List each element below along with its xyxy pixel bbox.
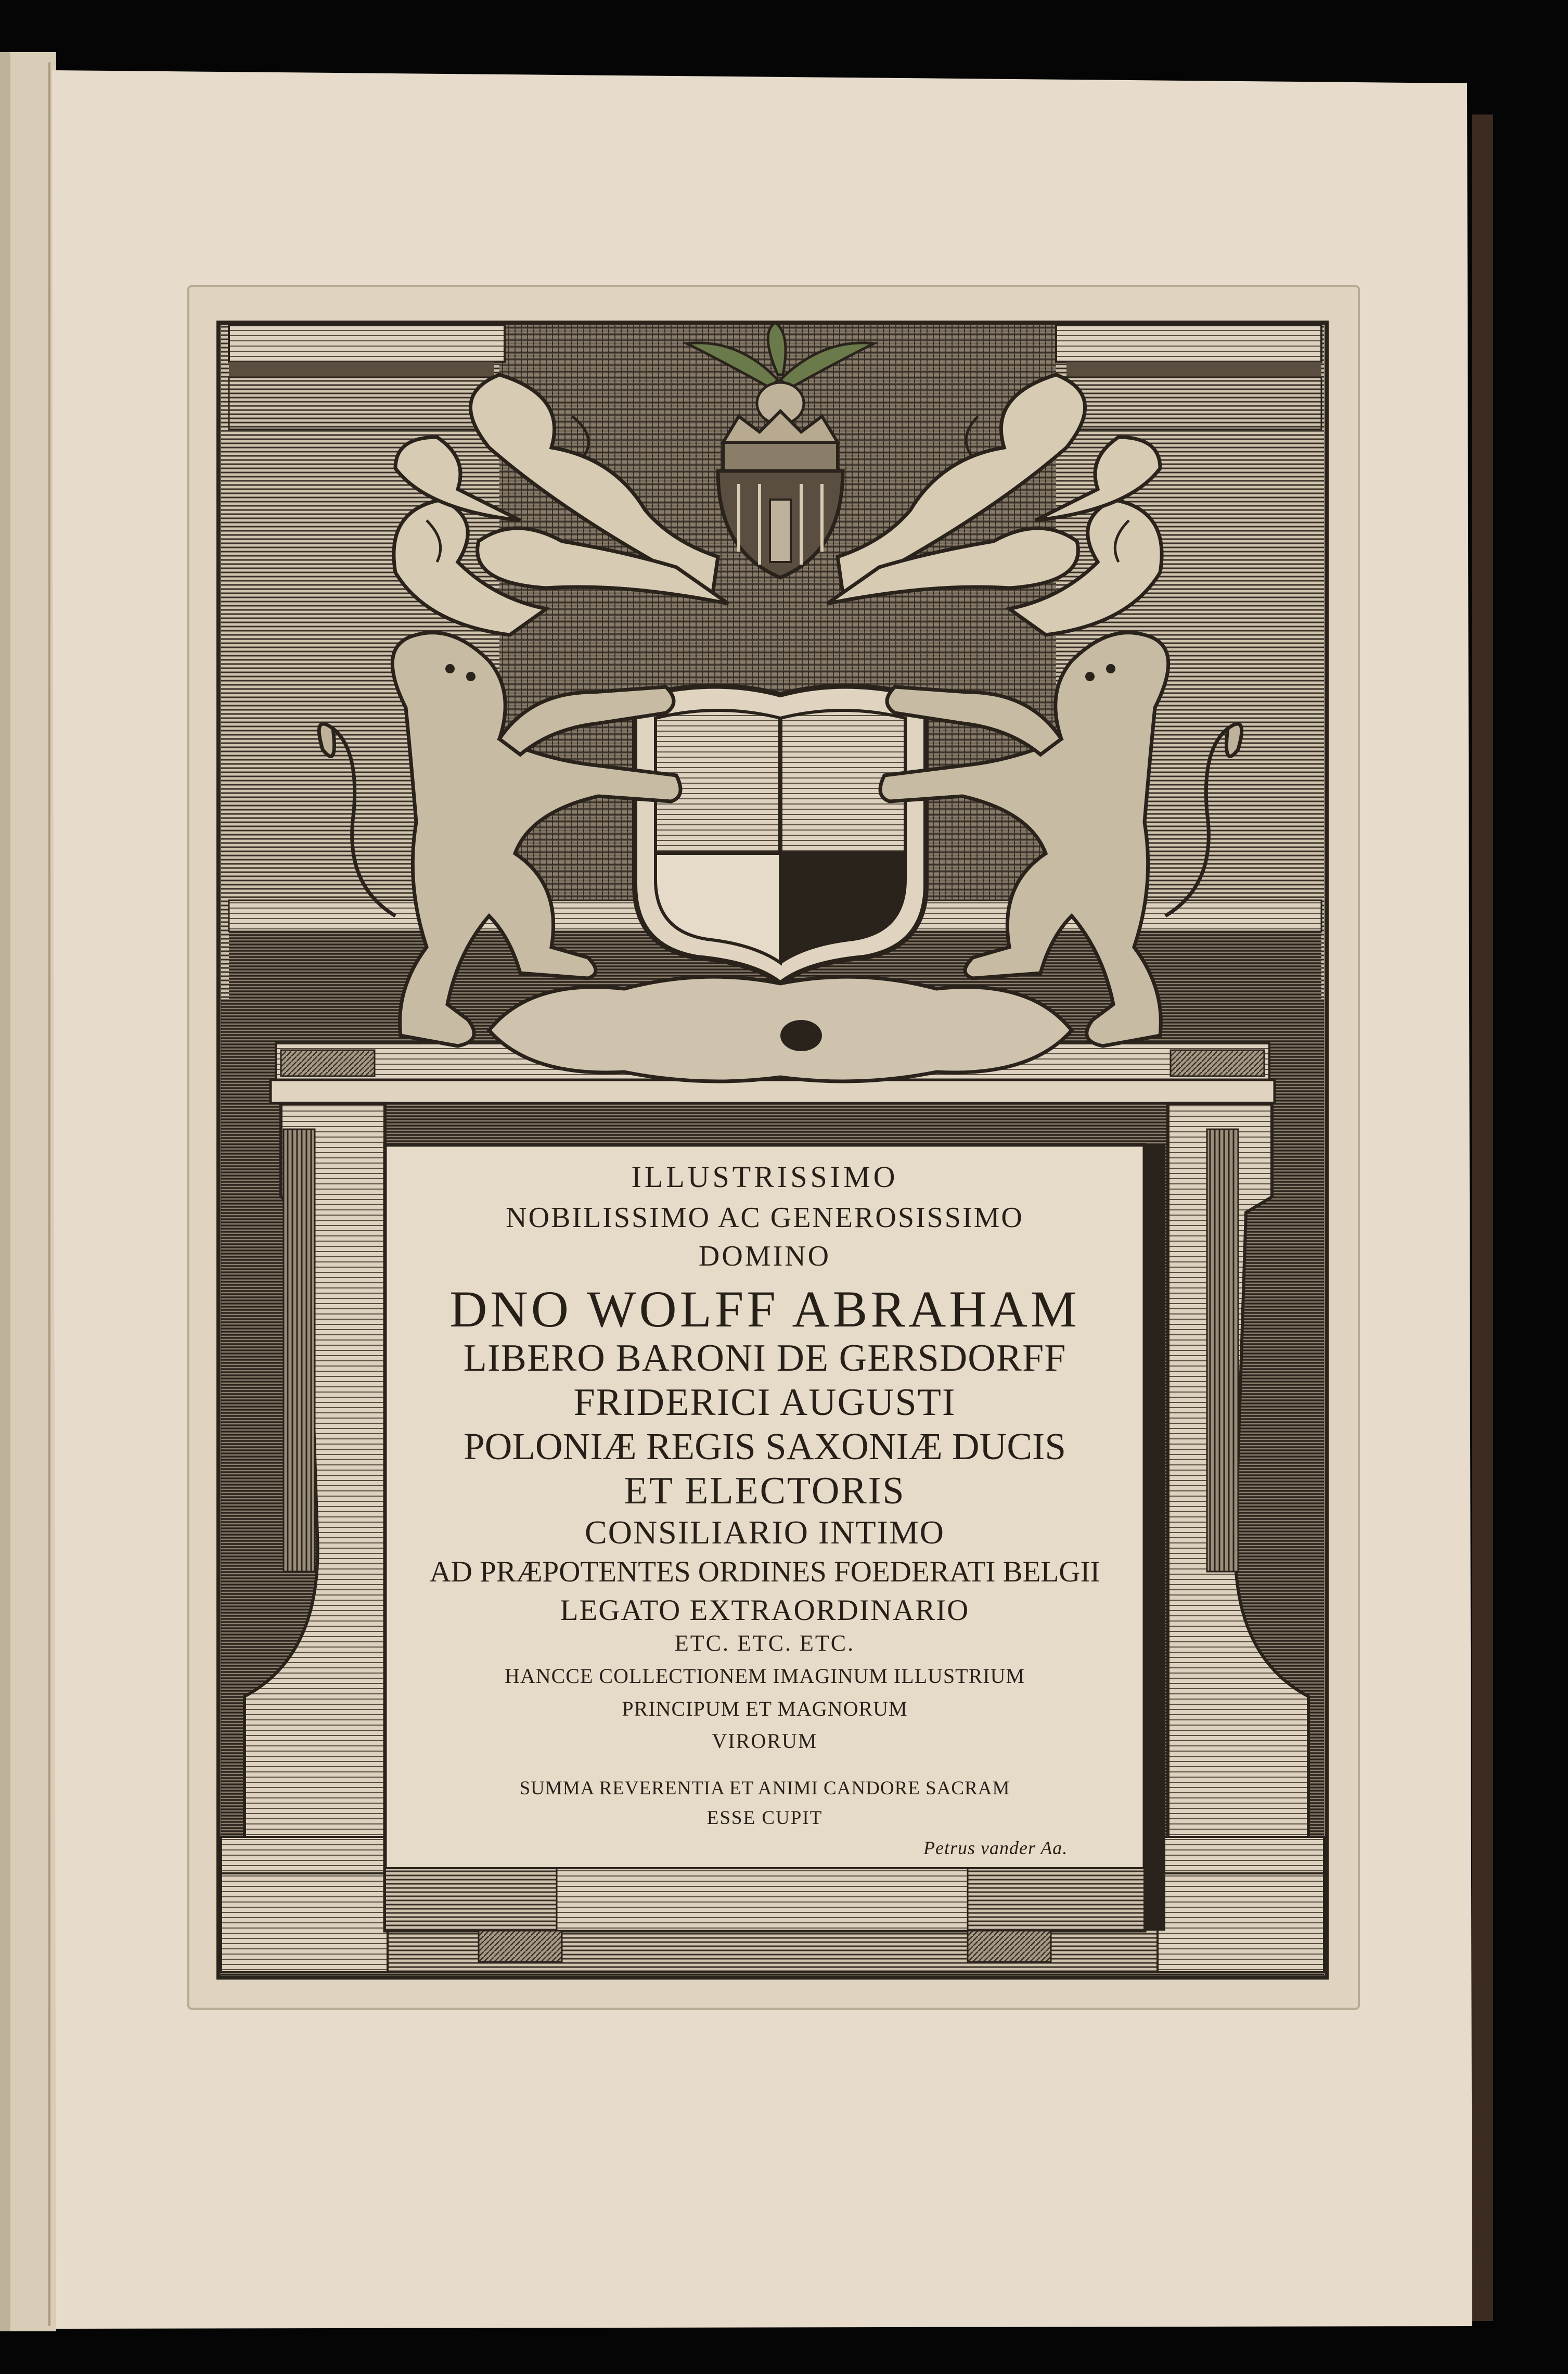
dedication-line-15: VIRORUM (712, 1729, 818, 1753)
dedication-line-5: LIBERO BARONI DE GERSDORFF (463, 1337, 1066, 1380)
left-page-edge (0, 52, 56, 2331)
dedication-line-6: FRIDERICI AUGUSTI (573, 1381, 956, 1424)
dedication-line-2: NOBILISSIMO AC GENEROSISSIMO (506, 1202, 1024, 1234)
dedication-line-7: POLONIÆ REGIS SAXONIÆ DUCIS (464, 1425, 1066, 1467)
dedication-text-block (388, 1150, 1142, 1868)
dedication-line-3: DOMINO (698, 1240, 831, 1272)
dedication-line-14: PRINCIPUM ET MAGNORUM (622, 1697, 908, 1720)
dedication-line-16: SUMMA REVERENTIA ET ANIMI CANDORE SACRAM (519, 1778, 1010, 1799)
engraver-signature: Petrus vander Aa. (923, 1837, 1068, 1858)
dedication-line-10: AD PRÆPOTENTES ORDINES FOEDERATI BELGII (429, 1555, 1100, 1588)
dedicatee-name: DNO WOLFF ABRAHAM (449, 1280, 1080, 1338)
dedication-line-12: ETC. ETC. ETC. (674, 1630, 855, 1656)
dedication-line-9: CONSILIARIO INTIMO (585, 1514, 945, 1551)
dedication-line-8: ET ELECTORIS (624, 1470, 906, 1512)
dedication-line-1: ILLUSTRISSIMO (631, 1160, 898, 1194)
dedication-line-13: HANCCE COLLECTIONEM IMAGINUM ILLUSTRIUM (504, 1664, 1025, 1688)
dedication-line-11: LEGATO EXTRAORDINARIO (560, 1594, 970, 1627)
dedication-line-17: ESSE CUPIT (706, 1807, 823, 1829)
